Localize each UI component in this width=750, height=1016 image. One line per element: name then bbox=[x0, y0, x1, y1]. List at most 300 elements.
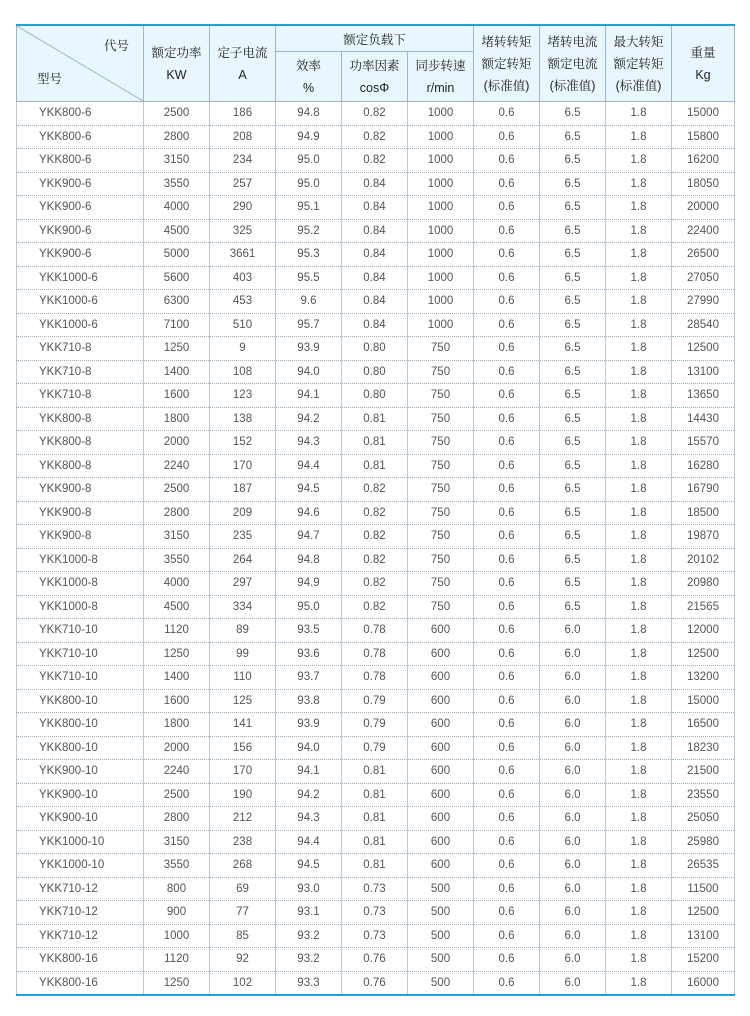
value-cell: 453 bbox=[210, 290, 276, 314]
value-cell: 20000 bbox=[672, 196, 735, 220]
value-cell: 600 bbox=[408, 760, 474, 784]
value-cell: 6300 bbox=[144, 290, 210, 314]
model-cell: YKK800-8 bbox=[17, 431, 144, 455]
value-cell: 750 bbox=[408, 431, 474, 455]
value-cell: 0.6 bbox=[474, 219, 540, 243]
value-cell: 0.6 bbox=[474, 149, 540, 173]
table-row bbox=[17, 431, 735, 455]
value-cell: 110 bbox=[210, 666, 276, 690]
value-cell: 6.0 bbox=[540, 807, 606, 831]
value-cell: 0.78 bbox=[342, 666, 408, 690]
model-cell: YKK1000-6 bbox=[17, 313, 144, 337]
table-row bbox=[17, 807, 735, 831]
value-cell: 0.81 bbox=[342, 454, 408, 478]
value-cell: 0.82 bbox=[342, 572, 408, 596]
table-row bbox=[17, 407, 735, 431]
locked-torque-line1: 堵转转矩 bbox=[481, 34, 532, 49]
model-label: 型号 bbox=[37, 72, 63, 86]
value-cell: 95.5 bbox=[276, 266, 342, 290]
value-cell: 268 bbox=[210, 854, 276, 878]
value-cell: 0.79 bbox=[342, 713, 408, 737]
table-row bbox=[17, 125, 735, 149]
value-cell: 1000 bbox=[408, 172, 474, 196]
value-cell: 77 bbox=[210, 901, 276, 925]
value-cell: 1.8 bbox=[606, 384, 672, 408]
value-cell: 95.1 bbox=[276, 196, 342, 220]
value-cell: 1.8 bbox=[606, 901, 672, 925]
value-cell: 0.6 bbox=[474, 360, 540, 384]
table-row bbox=[17, 877, 735, 901]
value-cell: 12500 bbox=[672, 337, 735, 361]
table-row bbox=[17, 948, 735, 972]
value-cell: 26500 bbox=[672, 243, 735, 267]
value-cell: 4000 bbox=[144, 572, 210, 596]
value-cell: 18230 bbox=[672, 736, 735, 760]
value-cell: 170 bbox=[210, 760, 276, 784]
value-cell: 94.0 bbox=[276, 736, 342, 760]
value-cell: 0.6 bbox=[474, 478, 540, 502]
value-cell: 600 bbox=[408, 807, 474, 831]
value-cell: 1.8 bbox=[606, 924, 672, 948]
rated-load-header: 额定负载下 bbox=[276, 25, 474, 52]
model-cell: YKK900-8 bbox=[17, 501, 144, 525]
value-cell: 152 bbox=[210, 431, 276, 455]
value-cell: 94.4 bbox=[276, 454, 342, 478]
value-cell: 1.8 bbox=[606, 478, 672, 502]
value-cell: 0.79 bbox=[342, 689, 408, 713]
model-cell: YKK800-10 bbox=[17, 736, 144, 760]
value-cell: 600 bbox=[408, 736, 474, 760]
value-cell: 6.5 bbox=[540, 196, 606, 220]
value-cell: 93.2 bbox=[276, 948, 342, 972]
value-cell: 2800 bbox=[144, 807, 210, 831]
value-cell: 209 bbox=[210, 501, 276, 525]
value-cell: 0.6 bbox=[474, 525, 540, 549]
value-cell: 6.5 bbox=[540, 102, 606, 126]
value-cell: 1000 bbox=[408, 125, 474, 149]
value-cell: 94.0 bbox=[276, 360, 342, 384]
value-cell: 0.73 bbox=[342, 901, 408, 925]
value-cell: 1.8 bbox=[606, 595, 672, 619]
value-cell: 208 bbox=[210, 125, 276, 149]
value-cell: 6.0 bbox=[540, 619, 606, 643]
value-cell: 95.7 bbox=[276, 313, 342, 337]
value-cell: 6.5 bbox=[540, 337, 606, 361]
value-cell: 22400 bbox=[672, 219, 735, 243]
value-cell: 6.5 bbox=[540, 172, 606, 196]
value-cell: 1.8 bbox=[606, 360, 672, 384]
model-cell: YKK1000-8 bbox=[17, 548, 144, 572]
value-cell: 600 bbox=[408, 713, 474, 737]
value-cell: 0.6 bbox=[474, 454, 540, 478]
value-cell: 95.0 bbox=[276, 595, 342, 619]
value-cell: 6.5 bbox=[540, 454, 606, 478]
value-cell: 3550 bbox=[144, 548, 210, 572]
max-torque-header bbox=[606, 25, 672, 102]
value-cell: 1.8 bbox=[606, 196, 672, 220]
value-cell: 1.8 bbox=[606, 454, 672, 478]
value-cell: 0.82 bbox=[342, 102, 408, 126]
value-cell: 257 bbox=[210, 172, 276, 196]
value-cell: 6.0 bbox=[540, 736, 606, 760]
value-cell: 1.8 bbox=[606, 971, 672, 995]
value-cell: 93.7 bbox=[276, 666, 342, 690]
sync-speed-unit: r/min bbox=[426, 80, 455, 95]
value-cell: 0.6 bbox=[474, 548, 540, 572]
value-cell: 1.8 bbox=[606, 666, 672, 690]
value-cell: 290 bbox=[210, 196, 276, 220]
value-cell: 28540 bbox=[672, 313, 735, 337]
value-cell: 0.78 bbox=[342, 642, 408, 666]
value-cell: 1.8 bbox=[606, 736, 672, 760]
value-cell: 1000 bbox=[408, 266, 474, 290]
value-cell: 0.6 bbox=[474, 290, 540, 314]
value-cell: 0.6 bbox=[474, 736, 540, 760]
value-cell: 0.6 bbox=[474, 901, 540, 925]
value-cell: 0.6 bbox=[474, 595, 540, 619]
value-cell: 94.2 bbox=[276, 783, 342, 807]
rated-power-unit: KW bbox=[166, 67, 187, 82]
model-cell: YKK1000-10 bbox=[17, 854, 144, 878]
max-torque-line3: (标准值) bbox=[615, 78, 662, 93]
value-cell: 0.6 bbox=[474, 196, 540, 220]
value-cell: 95.3 bbox=[276, 243, 342, 267]
value-cell: 94.3 bbox=[276, 807, 342, 831]
value-cell: 1120 bbox=[144, 948, 210, 972]
value-cell: 1.8 bbox=[606, 125, 672, 149]
value-cell: 1.8 bbox=[606, 266, 672, 290]
value-cell: 6.5 bbox=[540, 360, 606, 384]
value-cell: 15570 bbox=[672, 431, 735, 455]
value-cell: 5000 bbox=[144, 243, 210, 267]
table-row bbox=[17, 454, 735, 478]
value-cell: 0.6 bbox=[474, 713, 540, 737]
value-cell: 6.0 bbox=[540, 642, 606, 666]
value-cell: 600 bbox=[408, 642, 474, 666]
model-cell: YKK900-6 bbox=[17, 196, 144, 220]
value-cell: 156 bbox=[210, 736, 276, 760]
value-cell: 16280 bbox=[672, 454, 735, 478]
value-cell: 19870 bbox=[672, 525, 735, 549]
value-cell: 190 bbox=[210, 783, 276, 807]
value-cell: 0.76 bbox=[342, 948, 408, 972]
value-cell: 900 bbox=[144, 901, 210, 925]
value-cell: 6.0 bbox=[540, 924, 606, 948]
value-cell: 3150 bbox=[144, 830, 210, 854]
value-cell: 170 bbox=[210, 454, 276, 478]
value-cell: 20102 bbox=[672, 548, 735, 572]
table-row bbox=[17, 313, 735, 337]
locked-current-header bbox=[540, 25, 606, 102]
model-cell: YKK710-8 bbox=[17, 384, 144, 408]
value-cell: 0.6 bbox=[474, 125, 540, 149]
value-cell: 6.0 bbox=[540, 713, 606, 737]
value-cell: 0.6 bbox=[474, 689, 540, 713]
value-cell: 1.8 bbox=[606, 102, 672, 126]
value-cell: 0.82 bbox=[342, 595, 408, 619]
value-cell: 21565 bbox=[672, 595, 735, 619]
value-cell: 18050 bbox=[672, 172, 735, 196]
value-cell: 187 bbox=[210, 478, 276, 502]
value-cell: 750 bbox=[408, 478, 474, 502]
value-cell: 1.8 bbox=[606, 854, 672, 878]
value-cell: 12500 bbox=[672, 901, 735, 925]
weight-label: 重量 bbox=[690, 45, 716, 60]
table-row bbox=[17, 595, 735, 619]
model-cell: YKK1000-6 bbox=[17, 266, 144, 290]
value-cell: 6.0 bbox=[540, 760, 606, 784]
value-cell: 6.5 bbox=[540, 478, 606, 502]
locked-current-line2: 额定电流 bbox=[547, 56, 598, 71]
table-row bbox=[17, 713, 735, 737]
model-cell: YKK1000-6 bbox=[17, 290, 144, 314]
value-cell: 6.5 bbox=[540, 501, 606, 525]
value-cell: 0.84 bbox=[342, 219, 408, 243]
model-cell: YKK800-16 bbox=[17, 971, 144, 995]
value-cell: 264 bbox=[210, 548, 276, 572]
value-cell: 1000 bbox=[408, 102, 474, 126]
rated-power-label: 额定功率 bbox=[151, 45, 202, 60]
value-cell: 4500 bbox=[144, 595, 210, 619]
value-cell: 13100 bbox=[672, 924, 735, 948]
table-row bbox=[17, 384, 735, 408]
value-cell: 85 bbox=[210, 924, 276, 948]
table-row bbox=[17, 196, 735, 220]
power-factor-header bbox=[342, 52, 408, 102]
value-cell: 25980 bbox=[672, 830, 735, 854]
model-cell: YKK710-10 bbox=[17, 642, 144, 666]
locked-torque-line3: (标准值) bbox=[483, 78, 530, 93]
value-cell: 0.81 bbox=[342, 431, 408, 455]
value-cell: 1000 bbox=[408, 290, 474, 314]
value-cell: 6.5 bbox=[540, 219, 606, 243]
locked-torque-line2: 额定转矩 bbox=[481, 56, 532, 71]
value-cell: 6.0 bbox=[540, 783, 606, 807]
value-cell: 1120 bbox=[144, 619, 210, 643]
value-cell: 235 bbox=[210, 525, 276, 549]
value-cell: 6.0 bbox=[540, 830, 606, 854]
value-cell: 1.8 bbox=[606, 689, 672, 713]
model-cell: YKK900-10 bbox=[17, 783, 144, 807]
value-cell: 3150 bbox=[144, 149, 210, 173]
value-cell: 1.8 bbox=[606, 619, 672, 643]
table-row bbox=[17, 102, 735, 126]
value-cell: 0.79 bbox=[342, 736, 408, 760]
locked-current-line3: (标准值) bbox=[549, 78, 596, 93]
value-cell: 7100 bbox=[144, 313, 210, 337]
value-cell: 3550 bbox=[144, 172, 210, 196]
value-cell: 21500 bbox=[672, 760, 735, 784]
value-cell: 94.6 bbox=[276, 501, 342, 525]
value-cell: 1.8 bbox=[606, 149, 672, 173]
table-row bbox=[17, 783, 735, 807]
value-cell: 0.84 bbox=[342, 172, 408, 196]
value-cell: 1.8 bbox=[606, 783, 672, 807]
table-row bbox=[17, 290, 735, 314]
value-cell: 0.84 bbox=[342, 196, 408, 220]
sync-speed-label: 同步转速 bbox=[415, 58, 466, 73]
value-cell: 186 bbox=[210, 102, 276, 126]
value-cell: 0.81 bbox=[342, 854, 408, 878]
value-cell: 69 bbox=[210, 877, 276, 901]
value-cell: 0.80 bbox=[342, 337, 408, 361]
diagonal-header-cell bbox=[17, 25, 144, 102]
value-cell: 20980 bbox=[672, 572, 735, 596]
value-cell: 26535 bbox=[672, 854, 735, 878]
value-cell: 12000 bbox=[672, 619, 735, 643]
value-cell: 0.84 bbox=[342, 243, 408, 267]
value-cell: 1.8 bbox=[606, 501, 672, 525]
value-cell: 750 bbox=[408, 384, 474, 408]
table-row bbox=[17, 548, 735, 572]
stator-current-header bbox=[210, 25, 276, 102]
value-cell: 600 bbox=[408, 666, 474, 690]
value-cell: 6.5 bbox=[540, 313, 606, 337]
table-row bbox=[17, 736, 735, 760]
value-cell: 108 bbox=[210, 360, 276, 384]
value-cell: 94.3 bbox=[276, 431, 342, 455]
value-cell: 1.8 bbox=[606, 290, 672, 314]
value-cell: 94.8 bbox=[276, 548, 342, 572]
value-cell: 0.6 bbox=[474, 431, 540, 455]
value-cell: 5600 bbox=[144, 266, 210, 290]
value-cell: 1.8 bbox=[606, 807, 672, 831]
model-cell: YKK800-6 bbox=[17, 125, 144, 149]
value-cell: 0.80 bbox=[342, 360, 408, 384]
value-cell: 6.0 bbox=[540, 877, 606, 901]
model-cell: YKK1000-10 bbox=[17, 830, 144, 854]
model-cell: YKK710-12 bbox=[17, 924, 144, 948]
value-cell: 750 bbox=[408, 407, 474, 431]
value-cell: 0.82 bbox=[342, 548, 408, 572]
weight-unit: Kg bbox=[695, 67, 711, 82]
model-cell: YKK900-6 bbox=[17, 219, 144, 243]
code-label: 代号 bbox=[103, 39, 129, 53]
table-body bbox=[17, 102, 735, 996]
value-cell: 14430 bbox=[672, 407, 735, 431]
value-cell: 750 bbox=[408, 360, 474, 384]
value-cell: 2500 bbox=[144, 478, 210, 502]
value-cell: 94.5 bbox=[276, 854, 342, 878]
value-cell: 0.6 bbox=[474, 642, 540, 666]
model-cell: YKK1000-8 bbox=[17, 572, 144, 596]
value-cell: 125 bbox=[210, 689, 276, 713]
value-cell: 6.5 bbox=[540, 384, 606, 408]
value-cell: 3661 bbox=[210, 243, 276, 267]
value-cell: 6.5 bbox=[540, 149, 606, 173]
efficiency-label: 效率 bbox=[295, 58, 321, 73]
value-cell: 800 bbox=[144, 877, 210, 901]
value-cell: 2500 bbox=[144, 783, 210, 807]
value-cell: 27050 bbox=[672, 266, 735, 290]
value-cell: 1.8 bbox=[606, 572, 672, 596]
model-cell: YKK900-6 bbox=[17, 243, 144, 267]
value-cell: 0.78 bbox=[342, 619, 408, 643]
value-cell: 95.2 bbox=[276, 219, 342, 243]
value-cell: 0.6 bbox=[474, 572, 540, 596]
value-cell: 1000 bbox=[144, 924, 210, 948]
value-cell: 93.2 bbox=[276, 924, 342, 948]
value-cell: 1400 bbox=[144, 360, 210, 384]
table-row bbox=[17, 642, 735, 666]
model-cell: YKK1000-8 bbox=[17, 595, 144, 619]
value-cell: 1250 bbox=[144, 642, 210, 666]
table-row bbox=[17, 478, 735, 502]
value-cell: 1.8 bbox=[606, 877, 672, 901]
value-cell: 6.0 bbox=[540, 666, 606, 690]
value-cell: 93.1 bbox=[276, 901, 342, 925]
value-cell: 1.8 bbox=[606, 243, 672, 267]
value-cell: 0.73 bbox=[342, 877, 408, 901]
model-cell: YKK800-6 bbox=[17, 149, 144, 173]
value-cell: 95.0 bbox=[276, 172, 342, 196]
value-cell: 141 bbox=[210, 713, 276, 737]
value-cell: 0.73 bbox=[342, 924, 408, 948]
model-cell: YKK900-8 bbox=[17, 478, 144, 502]
model-cell: YKK710-8 bbox=[17, 337, 144, 361]
table-row bbox=[17, 149, 735, 173]
value-cell: 500 bbox=[408, 971, 474, 995]
value-cell: 2240 bbox=[144, 454, 210, 478]
value-cell: 2000 bbox=[144, 431, 210, 455]
value-cell: 6.0 bbox=[540, 948, 606, 972]
value-cell: 750 bbox=[408, 595, 474, 619]
value-cell: 18500 bbox=[672, 501, 735, 525]
value-cell: 0.84 bbox=[342, 313, 408, 337]
value-cell: 6.5 bbox=[540, 548, 606, 572]
value-cell: 1400 bbox=[144, 666, 210, 690]
value-cell: 94.7 bbox=[276, 525, 342, 549]
value-cell: 600 bbox=[408, 854, 474, 878]
max-torque-line2: 额定转矩 bbox=[613, 56, 664, 71]
value-cell: 23550 bbox=[672, 783, 735, 807]
value-cell: 93.3 bbox=[276, 971, 342, 995]
value-cell: 93.0 bbox=[276, 877, 342, 901]
table-row bbox=[17, 971, 735, 995]
value-cell: 1.8 bbox=[606, 313, 672, 337]
model-cell: YKK800-10 bbox=[17, 689, 144, 713]
table-row bbox=[17, 525, 735, 549]
value-cell: 0.6 bbox=[474, 830, 540, 854]
value-cell: 500 bbox=[408, 901, 474, 925]
value-cell: 94.5 bbox=[276, 478, 342, 502]
model-cell: YKK800-6 bbox=[17, 102, 144, 126]
model-cell: YKK900-10 bbox=[17, 760, 144, 784]
model-cell: YKK710-10 bbox=[17, 619, 144, 643]
value-cell: 0.80 bbox=[342, 384, 408, 408]
value-cell: 0.81 bbox=[342, 830, 408, 854]
table-header bbox=[17, 25, 735, 102]
value-cell: 750 bbox=[408, 548, 474, 572]
value-cell: 500 bbox=[408, 877, 474, 901]
value-cell: 750 bbox=[408, 501, 474, 525]
power-factor-unit: cosΦ bbox=[359, 80, 390, 95]
value-cell: 6.0 bbox=[540, 854, 606, 878]
table-row bbox=[17, 666, 735, 690]
value-cell: 1.8 bbox=[606, 760, 672, 784]
value-cell: 0.6 bbox=[474, 102, 540, 126]
weight-header bbox=[672, 25, 735, 102]
value-cell: 93.6 bbox=[276, 642, 342, 666]
value-cell: 500 bbox=[408, 948, 474, 972]
table-row bbox=[17, 830, 735, 854]
value-cell: 0.6 bbox=[474, 266, 540, 290]
stator-current-label: 定子电流 bbox=[217, 45, 268, 60]
value-cell: 93.5 bbox=[276, 619, 342, 643]
value-cell: 0.6 bbox=[474, 337, 540, 361]
value-cell: 99 bbox=[210, 642, 276, 666]
value-cell: 1.8 bbox=[606, 948, 672, 972]
